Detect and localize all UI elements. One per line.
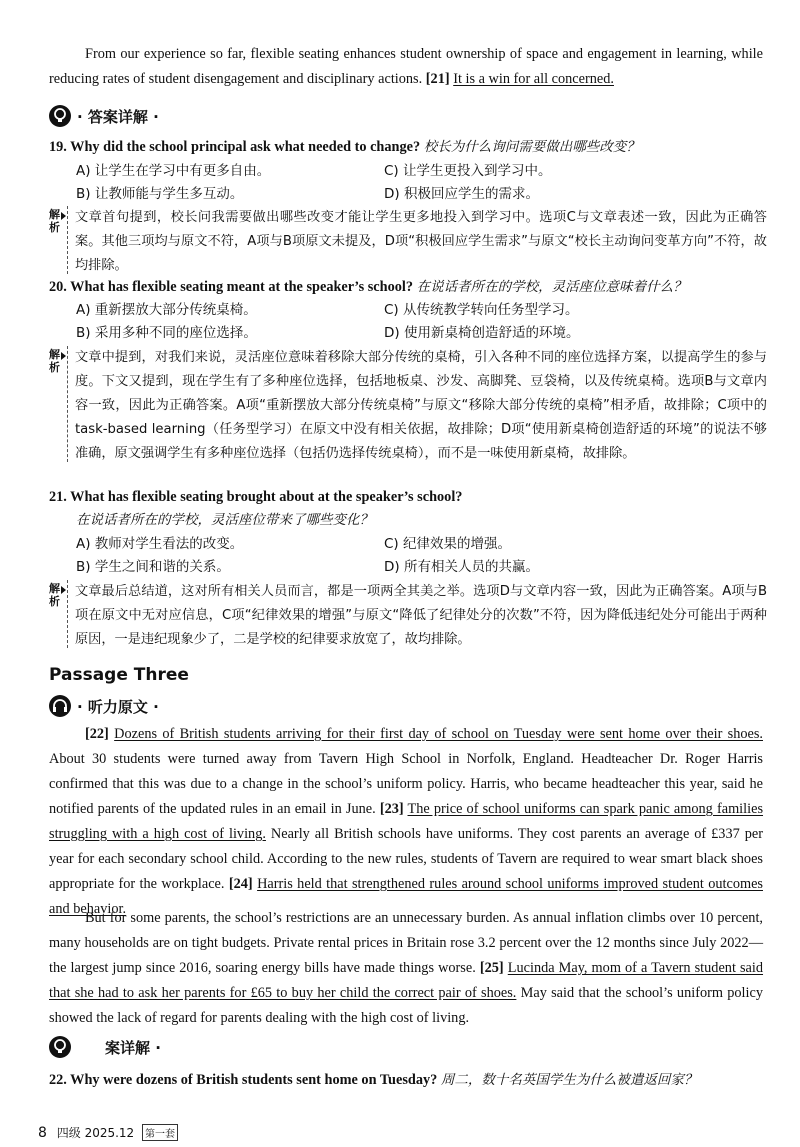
headphones-icon [49, 695, 71, 717]
q19-option-c: C) 让学生更投入到学习中。 [384, 163, 552, 179]
marker-21: [21] [425, 71, 450, 87]
q19-option-a: A) 让学生在学习中有更多自由。 [76, 163, 271, 179]
arrow-icon [61, 212, 66, 220]
answer-explanation-header-2 [49, 1036, 161, 1058]
arrow-icon [61, 586, 66, 594]
arrow-icon [61, 352, 66, 360]
q19-explanation [49, 206, 767, 278]
marker-23: [23] [379, 801, 404, 817]
passage-paragraph-2: But for some parents, the school’s restrictions are an unnecessary burden. As annual inflation climbs over 10 percent, many households are on tight budgets. Private rental prices in Britain rose 3.2 percent over the 12 months since July 2022—the largest jump since 2016, soaring energy bills have made things worse. [25] Lucinda May, mom of a Tavern student said that she had to ask her parents for £65 to buy her child the correct pair of shoes. May said that the school’s uniform policy showed the lack of regard for parents dealing with the high cost of living. [49, 910, 764, 1026]
explanation-text: 文章中提到，对我们来说，灵活座位意味着移除大部分传统的桌椅，引入各种不同的座位选择方案，以提高学生的参与度。下文又提到，现在学生有了多种座位选择，包括地板桌、沙发、高脚凳、豆袋椅，以及传统桌椅。选项B与文章内容一致，因此为正确答案。A项“重新摆放大部分传统桌椅”与原文“移除大部分传统的桌椅”相矛盾，故排除；C项中的task-based learning（任务型学习）在原文中没有相关依据，故排除；D项“使用新桌椅创造舒适的环境”的说法不够准确，原文强调学生有多种座位选择（包括仍选择传统桌椅），而不是一味使用新桌椅，故排除。 [75, 350, 767, 461]
q19-option-b: B) 让教师能与学生多互动。 [76, 186, 244, 202]
issue-label: 四级 2025.12 [56, 1126, 135, 1140]
underlined-answer-22: Dozens of British students arriving for their first day of school on Tuesday were sent home over their shoes. [114, 726, 763, 742]
page-footer [38, 1124, 178, 1141]
q21-explanation [49, 580, 767, 652]
answer-explanation-header [49, 105, 159, 127]
page-number: 8 [38, 1125, 47, 1141]
q20-option-d: D) 使用新桌椅创造舒适的环境。 [384, 325, 580, 341]
question-translation: 校长为什么询问需要做出哪些改变？ [423, 139, 640, 155]
marker-22: [22] [85, 726, 109, 742]
question-21-translation: 在说话者所在的学校，灵活座位带来了哪些变化？ [76, 512, 373, 528]
passage-paragraph-1: [22] Dozens of British students arriving for their first day of school on Tuesday were sent home over their shoes. About 30 students were turned away from Tavern High School in Norfolk, England. Headteacher Dr. Roger Harris confirmed that this was due to a change in the school’s uniform policy. Harris, who became headteacher this year, said he notified parents of the updated rules in an email in June. [23] The price of school uniforms can spark panic among families struggling with a high cost of living. Nearly all British schools have uniforms. They cost parents an average of £337 per year for each secondary school child. According to the new rules, students of Tavern are required to wear smart black shoes appropriate for the workplace. [24] Harris held that strengthened rules around school uniforms improved student outcomes and behavior. [49, 726, 764, 917]
explanation-tag: 解析 [49, 208, 60, 234]
intro-text: From our experience so far, flexible seating enhances student ownership of space and engagement in learning, while reducing rates of student disengagement and disciplinary actions. [49, 46, 763, 87]
q20-option-b: B) 采用多种不同的座位选择。 [76, 325, 257, 341]
explanation-text: 文章最后总结道，这对所有相关人员而言，都是一项两全其美之举。选项D与文章内容一致，因此为正确答案。A项与B项在原文中无对应信息，C项“纪律效果的增强”与原文“降低了纪律处分的次数”不符，因为降低违纪处分可能出于两种原因，一是违纪现象少了，二是学校的纪律要求放宽了，故均排除。 [75, 584, 767, 647]
section-title: · 听力原文 · [77, 697, 159, 716]
explanation-text: 文章首句提到，校长问我需要做出哪些改变才能让学生更多地投入到学习中。选项C与文章表述一致，因此为正确答案。其他三项均与原文不符，A项与B项原文未提及，D项“积极回应学生需求”与原文“校长主动询问变革方向”不符，故均排除。 [75, 210, 767, 273]
passage-title: Passage Three [49, 665, 189, 685]
question-19 [49, 136, 769, 158]
section-title: 案详解 · [105, 1038, 161, 1057]
listening-transcript-header [49, 695, 159, 717]
question-21 [49, 486, 769, 508]
underlined-answer-23: The price of school uniforms can spark panic among families struggling with a high cost of living. [49, 801, 764, 842]
question-20 [49, 276, 769, 298]
intro-paragraph [49, 42, 763, 92]
q19-option-d: D) 积极回应学生的需求。 [384, 186, 539, 202]
underlined-answer-24: Harris held that strengthened rules around school uniforms improved student outcomes and behavior. [49, 876, 763, 917]
q21-option-b: B) 学生之间和谐的关系。 [76, 559, 230, 575]
question-translation: 周二，数十名英国学生为什么被遣返回家？ [440, 1072, 698, 1088]
question-translation: 在说话者所在的学校，灵活座位意味着什么？ [416, 279, 687, 295]
q21-option-d: D) 所有相关人员的共赢。 [384, 559, 539, 575]
question-text: 21. What has flexible seating brought about at the speaker’s school? [49, 489, 463, 505]
question-text: 22. Why were dozens of British students sent home on Tuesday? [49, 1072, 438, 1088]
underlined-answer-21: It is a win for all concerned. [453, 71, 614, 87]
q20-explanation [49, 346, 767, 466]
underlined-answer-25: Lucinda May, mom of a Tavern student said that she had to ask her parents for £65 to buy her child the correct pair of shoes. [49, 960, 764, 1001]
explanation-tag: 解析 [49, 348, 60, 374]
question-22 [49, 1069, 769, 1091]
section-title: · 答案详解 · [77, 107, 159, 126]
q20-option-c: C) 从传统教学转向任务型学习。 [384, 302, 579, 318]
set-label: 第一套 [142, 1124, 178, 1141]
explanation-tag: 解析 [49, 582, 60, 608]
lightbulb-icon [49, 1036, 71, 1058]
question-text: 19. Why did the school principal ask what needed to change? [49, 139, 421, 155]
q21-option-c: C) 纪律效果的增强。 [384, 536, 511, 552]
q21-option-a: A) 教师对学生看法的改变。 [76, 536, 244, 552]
marker-24: [24] [228, 876, 253, 892]
lightbulb-icon [49, 105, 71, 127]
marker-25: [25] [479, 960, 504, 976]
question-text: 20. What has flexible seating meant at the speaker’s school? [49, 279, 414, 295]
q20-option-a: A) 重新摆放大部分传统桌椅。 [76, 302, 257, 318]
